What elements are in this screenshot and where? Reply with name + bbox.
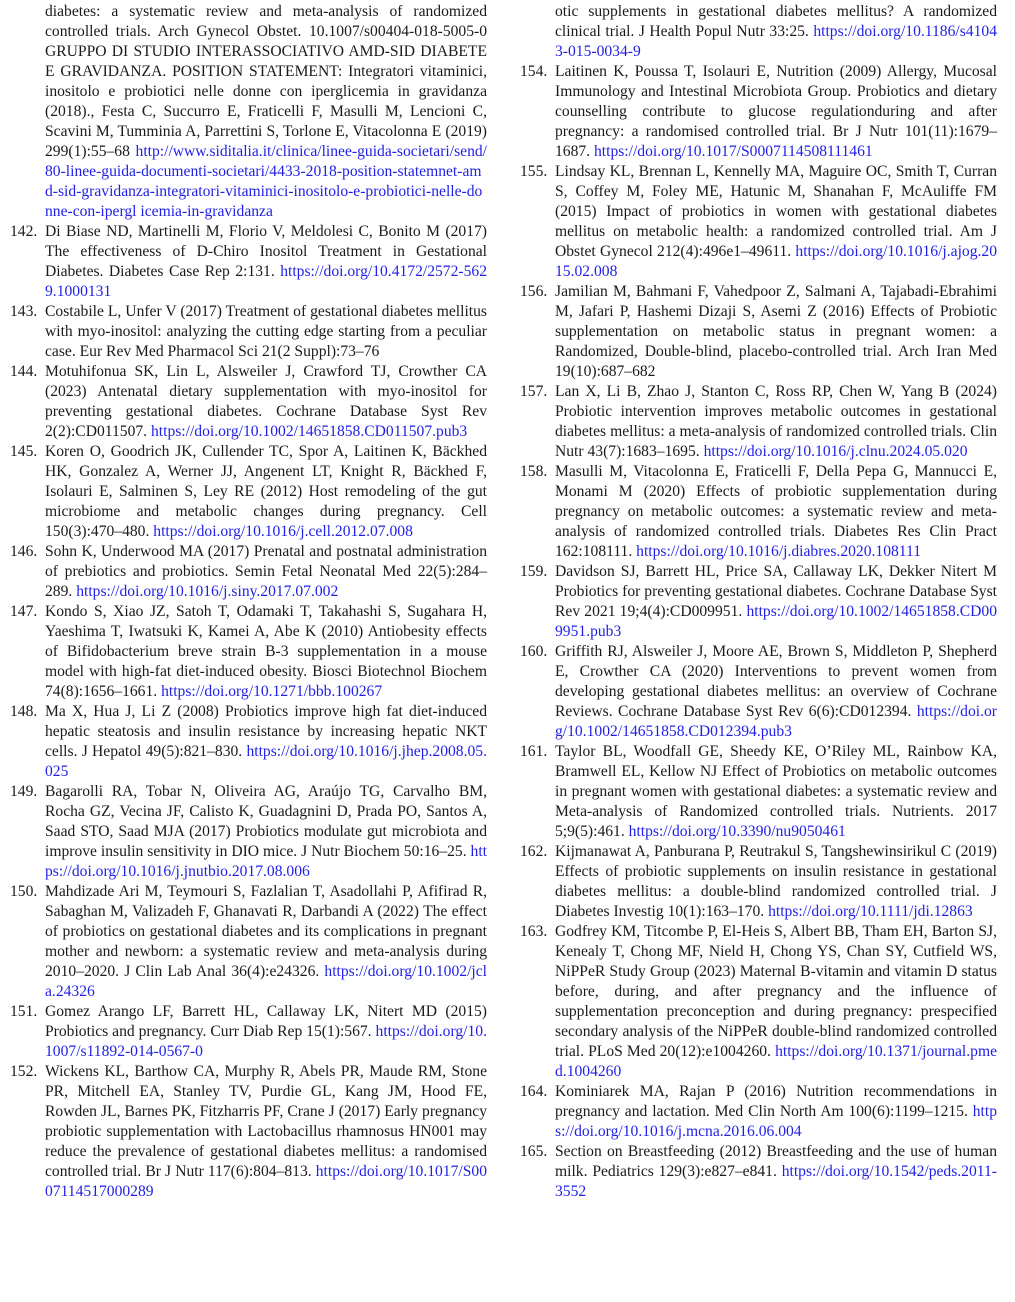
reference-link[interactable]: https://doi.org/10.1007/s11892-014-0567-0 xyxy=(45,1023,487,1060)
reference-number: 142. xyxy=(10,223,38,240)
reference-text: otic supplements in gestational diabetes mellitus? A randomized clinical trial. J Health Popul Nutr 33:25. xyxy=(555,3,997,40)
reference-link[interactable]: https://doi.org/10.1016/j.clnu.2024.05.020 xyxy=(703,443,968,460)
reference-number: 154. xyxy=(520,63,548,80)
reference-entry xyxy=(10,782,487,882)
reference-entry xyxy=(10,702,487,782)
reference-entry xyxy=(520,382,997,462)
reference-entry xyxy=(520,1082,997,1142)
reference-text: Mahdizade Ari M, Teymouri S, Fazlalian T, Asadollahi P, Afifirad R, Sabaghan M, Valizadeh F, Ghanavati R, Darbandi A (2022) The effect of probiotics on gestational diabetes and its complications in pregnant mother and newborn: a systematic review and meta-analysis during 2010–2020. J Clin Lab Anal 36(4):e24326. xyxy=(45,883,487,980)
reference-link[interactable]: https://doi.org/10.1002/14651858.CD012394.pub3 xyxy=(555,703,997,740)
reference-entry xyxy=(10,602,487,702)
reference-entry xyxy=(520,62,997,162)
reference-text: Di Biase ND, Martinelli M, Florio V, Meldolesi C, Bonito M (2017) The effectiveness of D-Chiro Inositol Treatment in Gestational Diabetes. Diabetes Case Rep 2:131. xyxy=(45,223,487,280)
reference-link[interactable]: https://doi.org/10.1016/j.siny.2017.07.002 xyxy=(76,583,339,600)
reference-text: Jamilian M, Bahmani F, Vahedpoor Z, Salmani A, Tajabadi-Ebrahimi M, Jafari P, Hashemi Dizaji S, Asemi Z (2016) Effects of Probiotic supplementation on metabolic status in pregnant women: a Randomized, Double-blind, placebo-controlled trial. Arch Iran Med 19(10):687–682 xyxy=(555,283,997,380)
reference-number: 157. xyxy=(520,383,548,400)
reference-entry xyxy=(520,742,997,842)
reference-number: 152. xyxy=(10,1063,38,1080)
reference-entry xyxy=(520,1142,997,1202)
reference-number: 144. xyxy=(10,363,38,380)
reference-number: 146. xyxy=(10,543,38,560)
reference-entry xyxy=(10,362,487,442)
reference-link[interactable]: https://doi.org/10.3390/nu9050461 xyxy=(628,823,846,840)
reference-text: Davidson SJ, Barrett HL, Price SA, Callaway LK, Dekker Nitert M Probiotics for preventing gestational diabetes. Cochrane Database Syst Rev 2021 19;4(4):CD009951. xyxy=(555,563,997,620)
reference-text: Koren O, Goodrich JK, Cullender TC, Spor A, Laitinen K, Bäckhed HK, Gonzalez A, Werner JJ, Angenent LT, Knight R, Bäckhed F, Isolauri E, Salminen S, Ley RE (2012) Host remodeling of the gut microbiome and metabolic changes during pregnancy. Cell 150(3):470–480. xyxy=(45,443,487,540)
reference-text: Motuhifonua SK, Lin L, Alsweiler J, Crawford TJ, Crowther CA (2023) Antenatal dietary supplementation with myo-inositol for preventing gestational diabetes. Cochrane Database Syst Rev 2(2):CD011507. xyxy=(45,363,487,440)
reference-number: 151. xyxy=(10,1003,38,1020)
reference-link[interactable]: https://doi.org/10.4172/2572-5629.1000131 xyxy=(45,263,487,300)
reference-link[interactable]: https://doi.org/10.1111/jdi.12863 xyxy=(768,903,973,920)
reference-text: Costabile L, Unfer V (2017) Treatment of gestational diabetes mellitus with myo-inositol: analyzing the cutting edge starting from a peculiar case. Eur Rev Med Pharmacol Sci 21(2 Suppl):73–76 xyxy=(45,303,487,360)
reference-entry xyxy=(10,1002,487,1062)
reference-text: Lan X, Li B, Zhao J, Stanton C, Ross RP, Chen W, Yang B (2024) Probiotic intervention improves metabolic outcomes in gestational diabetes mellitus: a meta-analysis of randomized controlled trials. Clin Nutr 43(7):1683–1695. xyxy=(555,383,997,460)
reference-link[interactable]: https://doi.org/10.1002/jcla.24326 xyxy=(45,963,487,1000)
reference-text: Bagarolli RA, Tobar N, Oliveira AG, Araújo TG, Carvalho BM, Rocha GZ, Vecina JF, Calisto K, Guadagnini D, Prada PO, Santos A, Saad STO, Saad MJA (2017) Probiotics modulate gut microbiota and improve insulin sensitivity in DIO mice. J Nutr Biochem 50:16–25. xyxy=(45,783,487,860)
reference-text: Kominiarek MA, Rajan P (2016) Nutrition recommendations in pregnancy and lactation. Med Clin North Am 100(6):1199–1215. xyxy=(555,1083,997,1120)
reference-entry xyxy=(10,442,487,542)
reference-link[interactable]: https://doi.org/10.1017/S0007114508111461 xyxy=(593,143,873,160)
reference-text: Godfrey KM, Titcombe P, El-Heis S, Albert BB, Tham EH, Barton SJ, Kenealy T, Chong MF, Nield H, Chong YS, Chan SY, Cutfield WS, NiPPeR Study Group (2023) Maternal B-vitamin and vitamin D status before, during, and after pregnancy and the influence of supplementation preconception and during pregnancy: prespecified secondary analysis of the NiPPeR double-blind randomized controlled trial. PLoS Med 20(12):e1004260. xyxy=(555,923,997,1060)
reference-link[interactable]: https://doi.org/10.1016/j.jnutbio.2017.08.006 xyxy=(45,843,487,880)
reference-text: Section on Breastfeeding (2012) Breastfeeding and the use of human milk. Pediatrics 129(3):e827–e841. xyxy=(555,1143,997,1180)
reference-entry xyxy=(520,642,997,742)
reference-number: 159. xyxy=(520,563,548,580)
reference-text: Taylor BL, Woodfall GE, Sheedy KE, O’Riley ML, Rainbow KA, Bramwell EL, Kellow NJ Effect of Probiotics on metabolic outcomes in pregnant women with gestational diabetes: a systematic review and Meta-analysis of Randomized controlled trials. Nutrients. 2017 5;9(5):461. xyxy=(555,743,997,840)
reference-text: Sohn K, Underwood MA (2017) Prenatal and postnatal administration of prebiotics and probiotics. Semin Fetal Neonatal Med 22(5):284–289. xyxy=(45,543,487,600)
reference-entry xyxy=(520,462,997,562)
reference-entry-continued xyxy=(10,2,487,222)
reference-number: 165. xyxy=(520,1143,548,1160)
reference-entry xyxy=(10,302,487,362)
reference-entry xyxy=(520,282,997,382)
reference-number: 149. xyxy=(10,783,38,800)
reference-number: 145. xyxy=(10,443,38,460)
reference-number: 156. xyxy=(520,283,548,300)
reference-number: 143. xyxy=(10,303,38,320)
reference-link[interactable]: https://doi.org/10.1016/j.cell.2012.07.008 xyxy=(153,523,413,540)
reference-number: 148. xyxy=(10,703,38,720)
reference-link[interactable]: https://doi.org/10.1002/14651858.CD011507.pub3 xyxy=(150,423,468,440)
reference-text: Laitinen K, Poussa T, Isolauri E, Nutrition (2009) Allergy, Mucosal Immunology and Intestinal Microbiota Group. Probiotics and dietary counselling contribute to glucose regulationduring and after pregnancy: a randomised controlled trial. Br J Nutr 101(11):1679–1687. xyxy=(555,63,997,160)
reference-number: 155. xyxy=(520,163,548,180)
reference-link[interactable]: https://doi.org/10.1016/j.diabres.2020.108111 xyxy=(636,543,922,560)
reference-link[interactable]: http://www.siditalia.it/clinica/linee-guida-societari/send/80-linee-guida-documenti-societari/4433-2018-position-statemnet-amd-sid-gravidanza-integratori-vitaminici-inositolo-e-probiotici-nelle-donne-con-ipergl icemia-in-gravidanza xyxy=(45,143,487,220)
reference-text: Masulli M, Vitacolonna E, Fraticelli F, Della Pepa G, Mannucci E, Monami M (2020) Effects of probiotic supplementation during pregnancy on metabolic outcomes: a systematic review and meta-analysis of randomized controlled trials. Diabetes Res Clin Pract 162:108111. xyxy=(555,463,997,560)
reference-text: Wickens KL, Barthow CA, Murphy R, Abels PR, Maude RM, Stone PR, Mitchell EA, Stanley TV, Purdie GL, Kang JM, Hood FE, Rowden JL, Barnes PK, Fitzharris PF, Crane J (2017) Early pregnancy probiotic supplementation with Lactobacillus rhamnosus HN001 may reduce the prevalence of gestational diabetes mellitus: a randomised controlled trial. Br J Nutr 117(6):804–813. xyxy=(45,1063,487,1180)
reference-number: 158. xyxy=(520,463,548,480)
reference-link[interactable]: https://doi.org/10.1186/s41043-015-0034-9 xyxy=(555,23,997,60)
reference-link[interactable]: https://doi.org/10.1016/j.jhep.2008.05.025 xyxy=(45,743,487,780)
reference-entry xyxy=(10,1062,487,1202)
reference-column-left xyxy=(10,2,487,1202)
reference-entry xyxy=(10,882,487,1002)
reference-link[interactable]: https://doi.org/10.1542/peds.2011-3552 xyxy=(555,1163,997,1200)
reference-number: 162. xyxy=(520,843,548,860)
reference-link[interactable]: https://doi.org/10.1016/j.ajog.2015.02.008 xyxy=(555,243,997,280)
reference-text: diabetes: a systematic review and meta-analysis of randomized controlled trials. Arch Gynecol Obstet. 10.1007/s00404-018-5005-0 GRUPPO DI STUDIO INTERASSOCIATIVO AMD-SID DIABETE E GRAVIDANZA. POSITION STATEMENT: Integratori vitaminici, inositolo e probiotici nelle donne con iperglicemia in gravidanza (2018)., Festa C, Succurro E, Fraticelli F, Masulli M, Lencioni C, Scavini M, Tumminia A, Parrettini S, Torlone E, Vitacolonna E (2019) 299(1):55–68 xyxy=(45,3,487,160)
reference-text: Gomez Arango LF, Barrett HL, Callaway LK, Nitert MD (2015) Probiotics and pregnancy. Curr Diab Rep 15(1):567. xyxy=(45,1003,487,1040)
reference-link[interactable]: https://doi.org/10.1017/S0007114517000289 xyxy=(45,1163,487,1200)
reference-entry xyxy=(10,542,487,602)
reference-entry xyxy=(520,842,997,922)
reference-link[interactable]: https://doi.org/10.1271/bbb.100267 xyxy=(161,683,383,700)
reference-number: 164. xyxy=(520,1083,548,1100)
reference-entry xyxy=(520,562,997,642)
reference-link[interactable]: https://doi.org/10.1002/14651858.CD009951.pub3 xyxy=(555,603,997,640)
reference-link[interactable]: https://doi.org/10.1016/j.mcna.2016.06.004 xyxy=(555,1103,997,1140)
reference-text: Lindsay KL, Brennan L, Kennelly MA, Maguire OC, Smith T, Curran S, Coffey M, Foley ME, Hatunic M, Shanahan F, McAuliffe FM (2015) Impact of probiotics in women with gestational diabetes mellitus on metabolic health: a randomized controlled trial. Am J Obstet Gynecol 212(4):496e1–49611. xyxy=(555,163,997,260)
reference-text: Ma X, Hua J, Li Z (2008) Probiotics improve high fat diet-induced hepatic steatosis and insulin resistance by increasing hepatic NKT cells. J Hepatol 49(5):821–830. xyxy=(45,703,487,760)
reference-entry xyxy=(10,222,487,302)
reference-link[interactable]: https://doi.org/10.1371/journal.pmed.1004260 xyxy=(555,1043,997,1080)
reference-entry xyxy=(520,162,997,282)
reference-text: Griffith RJ, Alsweiler J, Moore AE, Brown S, Middleton P, Shepherd E, Crowther CA (2020) Interventions to prevent women from developing gestational diabetes mellitus: an overview of Cochrane Reviews. Cochrane Database Syst Rev 6(6):CD012394. xyxy=(555,643,997,720)
reference-number: 161. xyxy=(520,743,548,760)
reference-number: 163. xyxy=(520,923,548,940)
reference-entry xyxy=(520,922,997,1082)
reference-number: 160. xyxy=(520,643,548,660)
reference-entry-continued xyxy=(520,2,997,62)
reference-number: 147. xyxy=(10,603,38,620)
reference-text: Kijmanawat A, Panburana P, Reutrakul S, Tangshewinsirikul C (2019) Effects of probiotic supplements on insulin resistance in gestational diabetes mellitus: a double-blind randomized controlled trial. J Diabetes Investig 10(1):163–170. xyxy=(555,843,997,920)
reference-number: 150. xyxy=(10,883,38,900)
reference-column-right xyxy=(520,2,997,1202)
reference-text: Kondo S, Xiao JZ, Satoh T, Odamaki T, Takahashi S, Sugahara H, Yaeshima T, Iwatsuki K, Kamei A, Abe K (2010) Antiobesity effects of Bifidobacterium breve strain B-3 supplementation in a mouse model with high-fat diet-induced obesity. Biosci Biotechnol Biochem 74(8):1656–1661. xyxy=(45,603,487,700)
